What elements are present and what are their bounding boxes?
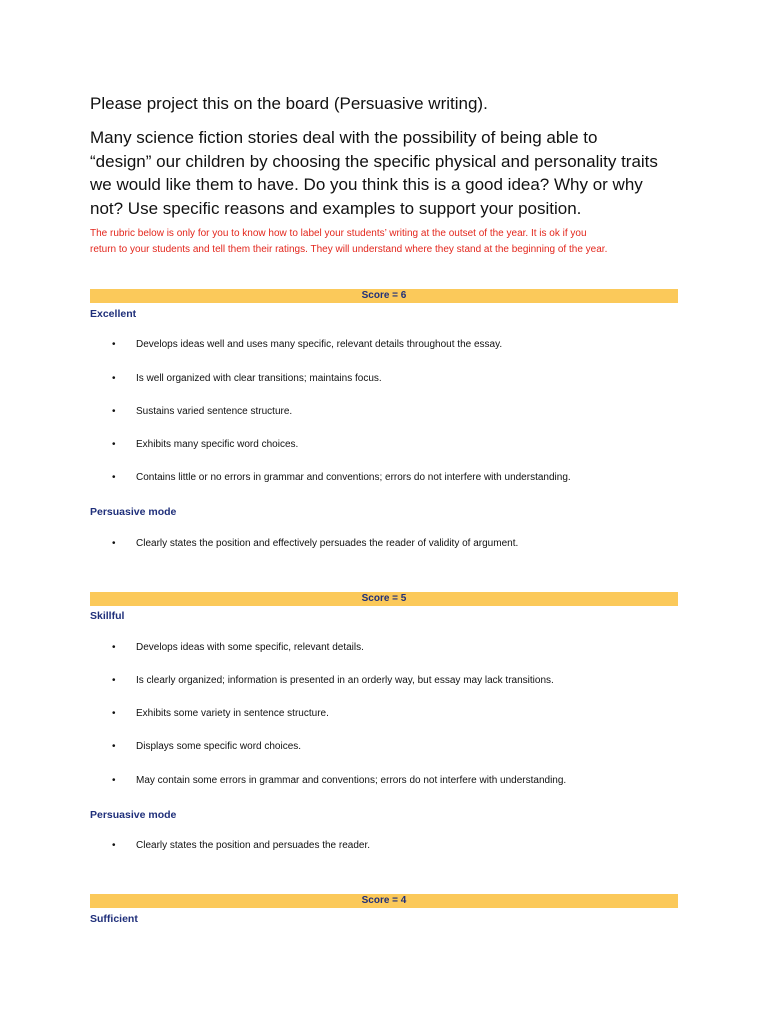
criteria-text: Develops ideas with some specific, relevant details.	[136, 642, 364, 653]
note-line: The rubric below is only for you to know how to label your students’ writing at the outset of the year. It is ok if you	[90, 228, 587, 239]
criteria-item	[112, 472, 571, 483]
score-4-header: Score = 4	[90, 894, 678, 908]
bullet-icon: •	[112, 708, 116, 719]
criteria-item	[112, 339, 502, 350]
criteria-text: Is well organized with clear transitions; maintains focus.	[136, 373, 382, 384]
note-line: return to your students and tell them their ratings. They will understand where they stand at the beginning of the year.	[90, 244, 608, 255]
bullet-icon: •	[112, 339, 116, 350]
bullet-icon: •	[112, 472, 116, 483]
bullet-icon: •	[112, 439, 116, 450]
page-title: Please project this on the board (Persuasive writing).	[90, 94, 488, 113]
bullet-icon: •	[112, 538, 116, 549]
criteria-item	[112, 642, 364, 653]
prompt-line: “design” our children by choosing the specific physical and personality traits	[90, 151, 658, 171]
criteria-item	[112, 840, 370, 851]
score-6-header: Score = 6	[90, 289, 678, 303]
criteria-item	[112, 439, 298, 450]
criteria-text: Clearly states the position and effectively persuades the reader of validity of argument.	[136, 538, 519, 549]
criteria-text: Exhibits many specific word choices.	[136, 439, 299, 450]
bullet-icon: •	[112, 775, 116, 786]
criteria-item	[112, 373, 382, 384]
level-sufficient: Sufficient	[90, 913, 138, 925]
bullet-icon: •	[112, 675, 116, 686]
criteria-item	[112, 741, 301, 752]
writing-prompt	[90, 126, 690, 220]
criteria-text: Clearly states the position and persuades the reader.	[136, 840, 371, 851]
teacher-note	[90, 226, 690, 258]
criteria-text: May contain some errors in grammar and conventions; errors do not interfere with understanding.	[136, 775, 567, 786]
criteria-item	[112, 675, 554, 686]
criteria-text: Exhibits some variety in sentence structure.	[136, 708, 329, 719]
prompt-line: not? Use specific reasons and examples to support your position.	[90, 198, 582, 218]
criteria-item	[112, 775, 566, 786]
criteria-text: Is clearly organized; information is presented in an orderly way, but essay may lack transitions.	[136, 675, 554, 686]
criteria-item	[112, 406, 292, 417]
criteria-item	[112, 538, 518, 549]
criteria-text: Contains little or no errors in grammar and conventions; errors do not interfere with understanding.	[136, 472, 571, 483]
bullet-icon: •	[112, 406, 116, 417]
prompt-line: Many science fiction stories deal with the possibility of being able to	[90, 128, 598, 147]
prompt-line: we would like them to have. Do you think this is a good idea? Why or why	[90, 175, 643, 194]
bullet-icon: •	[112, 741, 116, 752]
bullet-icon: •	[112, 840, 116, 851]
criteria-text: Develops ideas well and uses many specific, relevant details throughout the essay.	[136, 339, 503, 350]
criteria-text: Displays some specific word choices.	[136, 741, 302, 752]
level-skillful: Skillful	[90, 610, 125, 622]
score-5-header: Score = 5	[90, 592, 678, 606]
bullet-icon: •	[112, 373, 116, 384]
criteria-item	[112, 708, 329, 719]
persuasive-mode-label: Persuasive mode	[90, 809, 177, 821]
persuasive-mode-label: Persuasive mode	[90, 506, 177, 518]
level-excellent: Excellent	[90, 308, 137, 320]
bullet-icon: •	[112, 642, 116, 653]
criteria-text: Sustains varied sentence structure.	[136, 406, 293, 417]
